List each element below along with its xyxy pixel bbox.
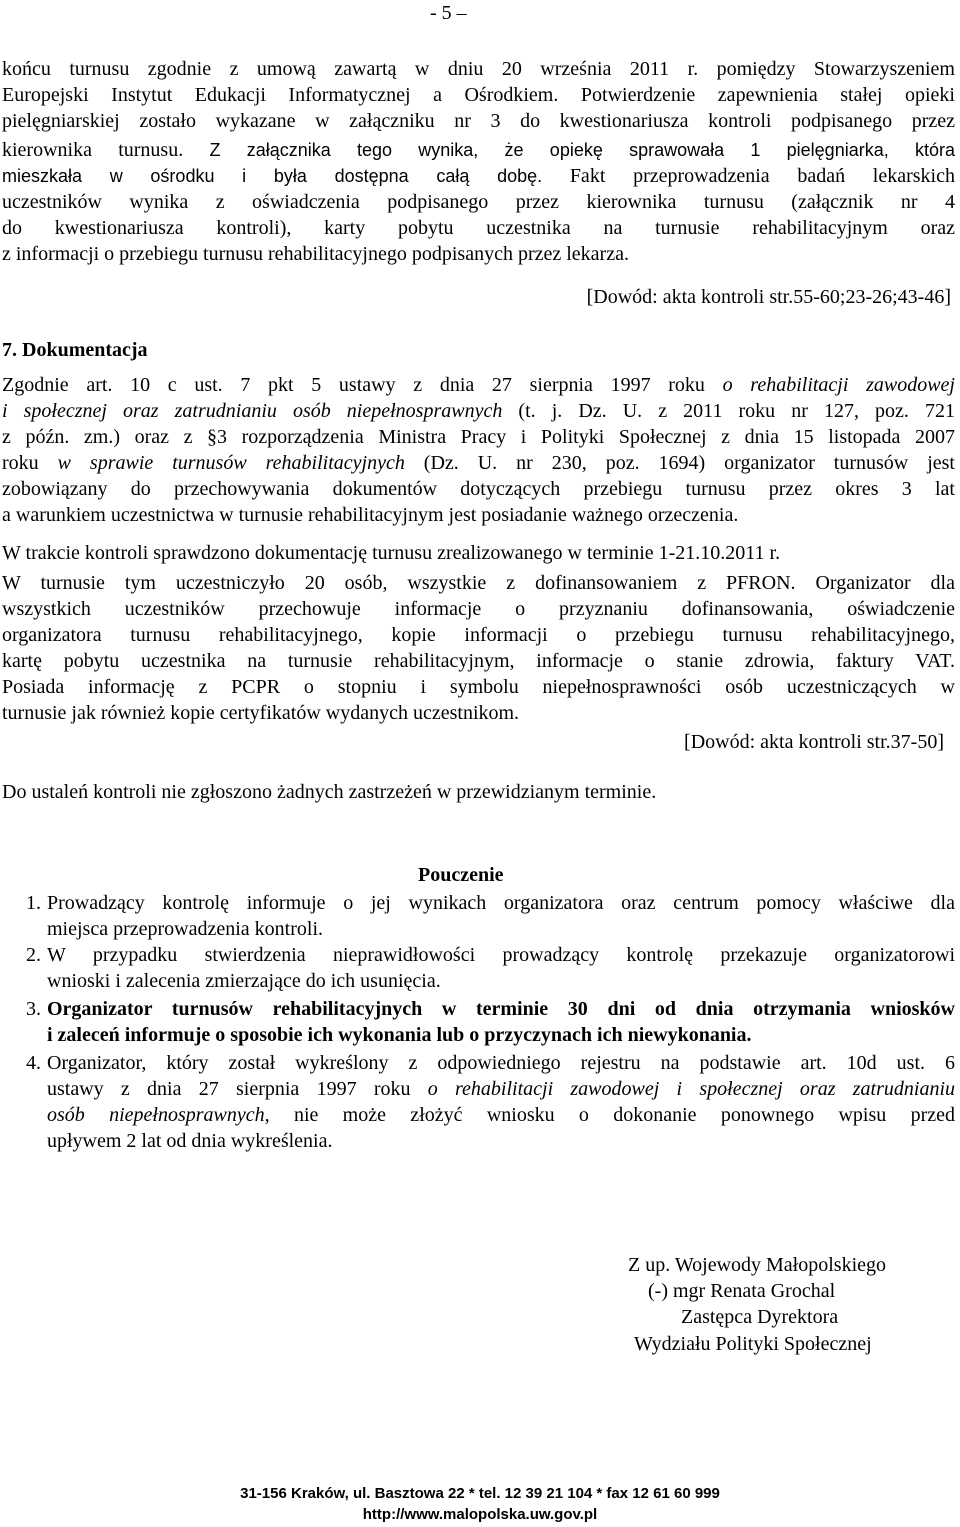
signature-line: Z up. Wojewody Małopolskiego — [628, 1254, 886, 1276]
footer-url[interactable]: http://www.malopolska.uw.gov.pl — [362, 1506, 598, 1523]
text-line: z późn. zm.) oraz z §3 rozporządzenia Ministra Pracy i Polityki Społecznej z dnia 15 listopada 2007 — [2, 426, 955, 448]
text-line: zobowiązany do przechowywania dokumentów dotyczących przebiegu turnusu przez okres 3 lat — [2, 478, 955, 500]
list-item-line: upływem 2 lat od dnia wykreślenia. — [47, 1130, 333, 1152]
list-item-line: Organizator turnusów rehabilitacyjnych w terminie 30 dni od dnia otrzymania wniosków — [47, 998, 955, 1020]
text-line: turnusie jak również kopie certyfikatów wydanych uczestnikom. — [2, 702, 520, 724]
signature-line: Zastępca Dyrektora — [681, 1306, 839, 1328]
text-line: wszystkich uczestników przechowuje informacje o przyznaniu dofinansowania, oświadczenie — [2, 598, 955, 620]
list-item-line: W przypadku stwierdzenia nieprawidłowości prowadzący kontrolę przekazuje organizatorowi — [47, 944, 955, 966]
footer-address: 31-156 Kraków, ul. Basztowa 22 * tel. 12 39 21 104 * fax 12 61 60 999 — [240, 1485, 720, 1502]
list-item-line: wnioski i zalecenia zmierzające do ich usunięcia. — [47, 970, 441, 992]
text-line: roku w sprawie turnusów rehabilitacyjnych (Dz. U. nr 230, poz. 1694) organizator turnusów jest — [2, 452, 955, 474]
list-item-line: i zaleceń informuje o sposobie ich wykonania lub o przyczynach ich niewykonania. — [47, 1024, 752, 1046]
list-item-line: osób niepełnosprawnych, nie może złożyć wniosku o dokonanie ponownego wpisu przed — [47, 1104, 955, 1126]
text-line: pielęgniarskiej zostało wykazane w załączniku nr 3 do kwestionariusza kontroli podpisanego przez — [2, 110, 955, 132]
list-number: 4. — [26, 1052, 41, 1074]
text-line: W turnusie tym uczestniczyło 20 osób, wszystkie z dofinansowaniem z PFRON. Organizator dla — [2, 572, 955, 594]
signature-line: (-) mgr Renata Grochal — [648, 1280, 836, 1302]
text-line: Zgodnie art. 10 c ust. 7 pkt 5 ustawy z dnia 27 sierpnia 1997 roku o rehabilitacji zawodowej — [2, 374, 955, 396]
list-number: 2. — [26, 944, 41, 966]
text-line: mieszkała w ośrodku i była dostępna całą dobę. Fakt przeprowadzenia badań lekarskich — [2, 165, 955, 187]
text-line: Europejski Instytut Edukacji Informatycznej a Ośrodkiem. Potwierdzenie zapewnienia stałej opieki — [2, 84, 955, 106]
text-line: uczestników wynika z oświadczenia podpisanego przez kierownika turnusu (załącznik nr 4 — [2, 191, 955, 213]
page-number: - 5 – — [430, 2, 467, 24]
list-item-line: ustawy z dnia 27 sierpnia 1997 roku o rehabilitacji zawodowej i społecznej oraz zatrudnianiu — [47, 1078, 955, 1100]
text-line: Posiada informację z PCPR o stopniu i symbolu niepełnosprawności osób uczestniczących w — [2, 676, 955, 698]
evidence-reference: [Dowód: akta kontroli str.55-60;23-26;43-46] — [586, 286, 951, 308]
evidence-reference: [Dowód: akta kontroli str.37-50] — [684, 731, 944, 753]
paragraph-inspection-term: W trakcie kontroli sprawdzono dokumentację turnusu zrealizowanego w terminie 1-21.10.2011 r. — [2, 542, 781, 564]
section-heading: 7. Dokumentacja — [2, 339, 148, 361]
paragraph-no-objections: Do ustaleń kontroli nie zgłoszono żadnych zastrzeżeń w przewidzianym terminie. — [2, 781, 657, 803]
text-line: kartę pobytu uczestnika na turnusie rehabilitacyjnym, informacje o stanie zdrowia, faktury VAT. — [2, 650, 955, 672]
text-line: do kwestionariusza kontroli), karty pobytu uczestnika na turnusie rehabilitacyjnym oraz — [2, 217, 955, 239]
list-number: 3. — [26, 998, 41, 1020]
text-line: i społecznej oraz zatrudnianiu osób niepełnosprawnych (t. j. Dz. U. z 2011 roku nr 127, poz. 721 — [2, 400, 955, 422]
list-item-line: Organizator, który został wykreślony z odpowiedniego rejestru na podstawie art. 10d ust. 6 — [47, 1052, 955, 1074]
list-item-line: miejsca przeprowadzenia kontroli. — [47, 918, 323, 940]
text-line: kierownika turnusu. Z załącznika tego wynika, że opiekę sprawowała 1 pielęgniarka, która — [2, 139, 955, 161]
text-line: a warunkiem uczestnictwa w turnusie rehabilitacyjnym jest posiadanie ważnego orzeczenia. — [2, 504, 739, 526]
pouczenie-heading: Pouczenie — [418, 864, 504, 886]
signature-line: Wydziału Polityki Społecznej — [634, 1333, 872, 1355]
text-line: organizatora turnusu rehabilitacyjnego, kopie informacji o przebiegu turnusu rehabilitacyjnego, — [2, 624, 955, 646]
list-number: 1. — [26, 892, 41, 914]
text-line: z informacji o przebiegu turnusu rehabilitacyjnego podpisanych przez lekarza. — [2, 243, 629, 265]
text-line: końcu turnusu zgodnie z umową zawartą w dniu 20 września 2011 r. pomiędzy Stowarzyszeniem — [2, 58, 955, 80]
list-item-line: Prowadzący kontrolę informuje o jej wynikach organizatora oraz centrum pomocy właściwe dla — [47, 892, 955, 914]
